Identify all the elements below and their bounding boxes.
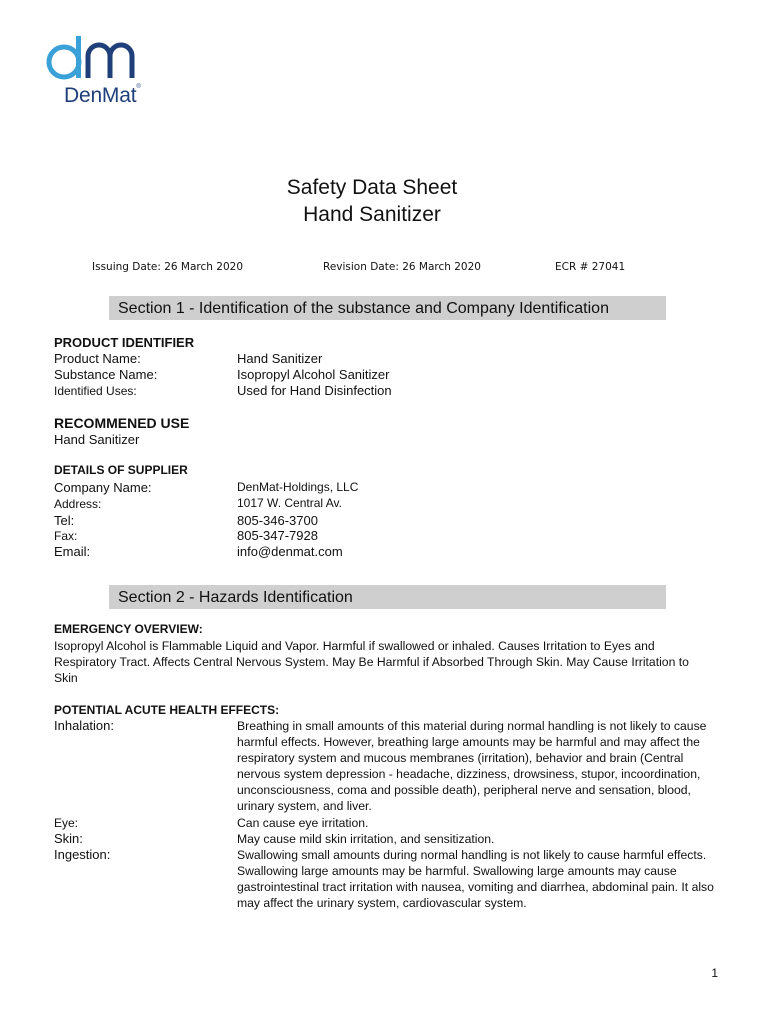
dm-logo-mark-icon [44, 34, 148, 86]
fax-value: 805-347-7928 [237, 528, 318, 543]
acute-effects-heading: POTENTIAL ACUTE HEALTH EFFECTS: [54, 703, 280, 717]
recommended-use-heading: RECOMMENED USE [54, 415, 190, 431]
denmat-logo [44, 34, 148, 106]
tel-label: Tel: [54, 513, 75, 528]
page-number: 1 [711, 966, 718, 980]
product-name-label: Product Name: [54, 351, 141, 366]
supplier-heading: DETAILS OF SUPPLIER [54, 463, 188, 477]
inhalation-label: Inhalation: [54, 718, 114, 733]
substance-name-label: Substance Name: [54, 367, 158, 382]
section-2-heading: Section 2 - Hazards Identification [109, 585, 666, 609]
email-value: info@denmat.com [237, 544, 343, 559]
company-name-value: DenMat-Holdings, LLC [237, 480, 359, 494]
emergency-overview-text: Isopropyl Alcohol is Flammable Liquid and Vapor. Harmful if swallowed or inhaled. Causes Irritation to Eyes and Respiratory Tract. Affects Central Nervous System. May Be Harmful if Absorbed Through Skin. May Cause Irritation to Skin [54, 639, 689, 685]
fax-label: Fax: [54, 529, 78, 543]
address-label: Address: [54, 497, 102, 511]
inhalation-value: Breathing in small amounts of this material during normal handling is not likely to cause harmful effects. However, breathing large amounts may be harmful and may affect the respiratory system and mucous membranes (irritation), behavior and brain (Central nervous system depression - headache, dizziness, drowsiness, stupor, incoordination, unconsciousness, coma and possible death), peripheral nerve and sensation, blood, urinary system, and liver. [237, 719, 707, 813]
recommended-use-value: Hand Sanitizer [54, 432, 140, 447]
company-name-label: Company Name: [54, 480, 152, 495]
document-subtitle: Hand Sanitizer [303, 203, 441, 226]
identified-uses-label: Identified Uses: [54, 384, 137, 398]
section-1-heading: Section 1 - Identification of the substance and Company Identification [109, 296, 666, 320]
product-name-value: Hand Sanitizer [237, 351, 323, 366]
tel-value: 805-346-3700 [237, 513, 318, 528]
ingestion-label: Ingestion: [54, 847, 111, 862]
ingestion-value: Swallowing small amounts during normal handling is not likely to cause harmful effects. Swallowing large amounts may be harmful. Swallowing large amounts may cause gastrointestinal tract irritation with nausea, vomiting and diarrhea, abdominal pain. It also may affect the urinary system, cardiovascular system. [237, 848, 714, 910]
email-label: Email: [54, 544, 91, 559]
skin-label: Skin: [54, 831, 83, 846]
issuing-date: Issuing Date: 26 March 2020 [92, 261, 244, 273]
document-title: Safety Data Sheet [286, 176, 458, 199]
revision-date: Revision Date: 26 March 2020 [323, 261, 481, 273]
product-identifier-heading: PRODUCT IDENTIFIER [54, 335, 195, 350]
logo-wordmark: DenMat® [64, 84, 141, 107]
substance-name-value: Isopropyl Alcohol Sanitizer [237, 367, 390, 382]
eye-value: Can cause eye irritation. [237, 816, 369, 830]
address-value: 1017 W. Central Av. [237, 496, 342, 510]
ecr-number: ECR # 27041 [555, 261, 626, 273]
skin-value: May cause mild skin irritation, and sensitization. [237, 832, 495, 846]
emergency-overview-heading: EMERGENCY OVERVIEW: [54, 622, 203, 636]
identified-uses-value: Used for Hand Disinfection [237, 383, 392, 398]
eye-label: Eye: [54, 816, 79, 830]
